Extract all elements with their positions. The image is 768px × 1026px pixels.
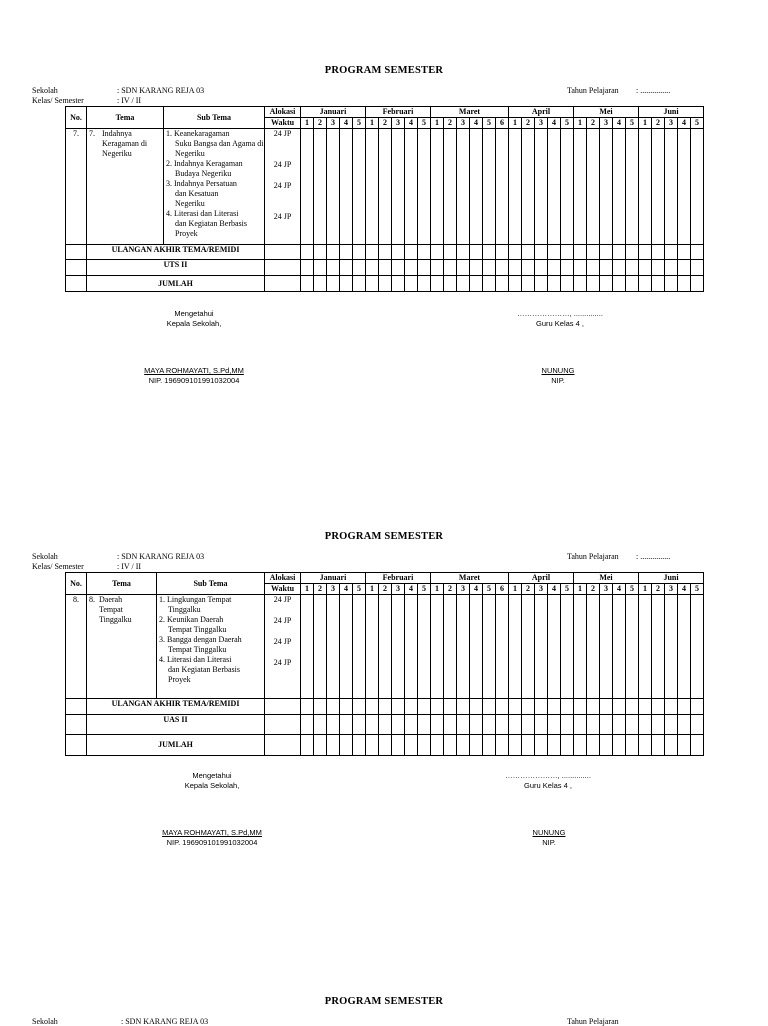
sekolah-value: : SDN KARANG REJA 03: [121, 1017, 209, 1026]
week-header: 4: [548, 118, 561, 129]
week-header: 3: [327, 118, 340, 129]
alokasi-jp: 24 JP: [273, 658, 292, 667]
sub-tema-rest: Budaya Negeriku: [175, 169, 232, 178]
sub-tema-rest: Suku Bangsa dan Agama di Negeriku: [175, 139, 264, 158]
week-header: 5: [691, 584, 704, 595]
month-header: Juni: [639, 573, 704, 584]
alokasi-cell: [265, 129, 301, 245]
week-header: 5: [483, 118, 496, 129]
sub-tema-rest: dan Kegiatan Berbasis Proyek: [168, 665, 240, 684]
week-header: 3: [327, 584, 340, 595]
sub-tema-line1: 2. Indahnya Keragaman: [166, 159, 243, 168]
sub-tema-line1: 4. Literasi dan Literasi: [166, 209, 239, 218]
week-header: 4: [470, 118, 483, 129]
week-header: 1: [639, 584, 652, 595]
header-no: No.: [66, 107, 87, 129]
guru-nip: NIP.: [551, 376, 565, 385]
tema-cell: [87, 595, 157, 699]
week-header: 5: [691, 118, 704, 129]
month-header: Januari: [301, 107, 366, 118]
week-header: 1: [431, 118, 444, 129]
page-title: PROGRAM SEMESTER: [324, 996, 444, 1007]
sekolah-label: Sekolah: [32, 1017, 58, 1026]
kepala-sekolah-name: MAYA ROHMAYATI, S.Pd,MM: [144, 366, 244, 375]
ujian-label: UTS II: [87, 260, 265, 276]
week-header: 1: [431, 584, 444, 595]
week-header: 5: [353, 584, 366, 595]
place-date: …………………, ..............: [517, 309, 603, 318]
sub-tema-cell: [164, 129, 265, 245]
sub-tema-rest: dan Kesatuan Negeriku: [175, 189, 219, 208]
week-header: 3: [665, 118, 678, 129]
kepala-sekolah-label: Kepala Sekolah,: [184, 781, 240, 790]
month-header: Februari: [366, 107, 431, 118]
sekolah-label: Sekolah: [32, 86, 58, 95]
month-header: Februari: [366, 573, 431, 584]
week-header: 3: [457, 584, 470, 595]
week-header: 5: [353, 118, 366, 129]
ulangan-label: ULANGAN AKHIR TEMA/REMIDI: [87, 699, 265, 715]
week-header: 6: [496, 584, 509, 595]
week-header: 4: [678, 584, 691, 595]
month-header: Maret: [431, 573, 509, 584]
week-header: 1: [639, 118, 652, 129]
week-header: 4: [340, 118, 353, 129]
week-header: 5: [418, 584, 431, 595]
tema-name: Daerah Tempat Tinggalku: [99, 595, 132, 624]
sub-tema-item: [166, 129, 264, 159]
alokasi-jp: 24 JP: [273, 181, 292, 190]
week-header: 1: [366, 118, 379, 129]
sub-tema-line1: 2. Keunikan Daerah: [159, 615, 224, 624]
week-header: 6: [496, 118, 509, 129]
header-sub-tema: Sub Tema: [164, 107, 265, 129]
alokasi-jp: 24 JP: [273, 160, 292, 169]
week-header: 2: [522, 584, 535, 595]
month-header: Januari: [301, 573, 366, 584]
sub-tema-item: [159, 595, 264, 615]
kepala-sekolah-label: Kepala Sekolah,: [166, 319, 222, 328]
week-header: 2: [444, 118, 457, 129]
guru-kelas-label: Guru Kelas 4 ,: [536, 319, 584, 328]
tema-row: [66, 595, 704, 699]
sub-tema-rest: Tempat Tinggalku: [168, 625, 227, 634]
week-header: 4: [613, 118, 626, 129]
month-header: Mei: [574, 573, 639, 584]
ulangan-row: [66, 699, 704, 715]
week-header: 4: [470, 584, 483, 595]
tema-number: 8.: [89, 595, 95, 604]
sekolah-value: : SDN KARANG REJA 03: [117, 552, 205, 561]
alokasi-jp: 24 JP: [273, 637, 292, 646]
tahun-value: : ...............: [636, 552, 671, 561]
week-header: 5: [483, 584, 496, 595]
week-header: 3: [457, 118, 470, 129]
header-alokasi: Alokasi: [265, 107, 301, 118]
week-header: 3: [600, 584, 613, 595]
sub-tema-line1: 3. Bangga dengan Daerah: [159, 635, 242, 644]
mengetahui-label: Mengetahui: [174, 309, 214, 318]
month-header: Mei: [574, 107, 639, 118]
week-header: 4: [405, 118, 418, 129]
week-header: 4: [678, 118, 691, 129]
month-header: Juni: [639, 107, 704, 118]
ujian-row: [66, 715, 704, 735]
sub-tema-item: [159, 655, 264, 685]
week-header: 2: [587, 584, 600, 595]
kelas-value: : IV / II: [117, 96, 142, 105]
week-header: 4: [548, 584, 561, 595]
sub-tema-item: [166, 209, 264, 239]
place-date: …………………, ..............: [505, 771, 591, 780]
alokasi-jp: 24 JP: [273, 212, 292, 221]
week-header: 5: [418, 118, 431, 129]
alokasi-jp: 24 JP: [273, 616, 292, 625]
week-header: 1: [574, 584, 587, 595]
header-alokasi: Alokasi: [265, 573, 301, 584]
page-title: PROGRAM SEMESTER: [324, 531, 444, 542]
sub-tema-line1: 4. Literasi dan Literasi: [159, 655, 232, 664]
ulangan-label: ULANGAN AKHIR TEMA/REMIDI: [87, 245, 265, 260]
sub-tema-line1: 1. Keanekaragaman: [166, 129, 230, 138]
week-header: 2: [522, 118, 535, 129]
jumlah-row: [66, 276, 704, 292]
sub-tema-item: [166, 159, 264, 179]
week-header: 5: [561, 118, 574, 129]
week-header: 2: [587, 118, 600, 129]
week-header: 1: [509, 118, 522, 129]
tahun-label: Tahun Pelajaran: [567, 1017, 619, 1026]
sub-tema-rest: dan Kegiatan Berbasis Proyek: [175, 219, 247, 238]
week-header: 3: [535, 118, 548, 129]
week-header: 2: [314, 584, 327, 595]
week-header: 2: [652, 584, 665, 595]
tema-cell: [87, 129, 164, 245]
guru-name: NUNUNG: [532, 828, 566, 837]
week-header: 1: [301, 118, 314, 129]
month-header: April: [509, 107, 574, 118]
header-waktu: Waktu: [265, 118, 301, 129]
kelas-label: Kelas/ Semester: [32, 96, 84, 105]
week-header: 3: [600, 118, 613, 129]
program-table: [65, 572, 704, 756]
week-header: 2: [379, 584, 392, 595]
alokasi-jp: 24 JP: [273, 595, 292, 604]
tema-number: 7.: [89, 129, 95, 138]
alokasi-cell: [265, 595, 301, 699]
row-no: 8.: [66, 595, 87, 699]
guru-name: NUNUNG: [541, 366, 575, 375]
week-header: 2: [444, 584, 457, 595]
sub-tema-item: [159, 635, 264, 655]
week-header: 5: [626, 118, 639, 129]
sub-tema-line1: 1. Lingkungan Tempat: [159, 595, 232, 604]
program-table: [65, 106, 704, 292]
header-tema: Tema: [87, 573, 157, 595]
tahun-label: Tahun Pelajaran: [567, 552, 619, 561]
header-tema: Tema: [87, 107, 164, 129]
kepala-sekolah-name: MAYA ROHMAYATI, S.Pd,MM: [162, 828, 262, 837]
month-header: April: [509, 573, 574, 584]
tahun-label: Tahun Pelajaran: [567, 86, 619, 95]
kepala-sekolah-nip: NIP. 196909101991032004: [166, 838, 258, 847]
week-header: 4: [613, 584, 626, 595]
page-title: PROGRAM SEMESTER: [324, 65, 444, 76]
week-header: 1: [301, 584, 314, 595]
sub-tema-item: [166, 179, 264, 209]
month-header: Maret: [431, 107, 509, 118]
sub-tema-rest: Tinggalku: [168, 605, 201, 614]
jumlah-row: [66, 735, 704, 756]
header-no: No.: [66, 573, 87, 595]
week-header: 5: [626, 584, 639, 595]
kelas-label: Kelas/ Semester: [32, 562, 84, 571]
alokasi-jp: 24 JP: [273, 129, 292, 138]
ujian-label: UAS II: [87, 715, 265, 735]
jumlah-label: JUMLAH: [87, 276, 265, 292]
week-header: 3: [665, 584, 678, 595]
week-header: 2: [314, 118, 327, 129]
row-no: 7.: [66, 129, 87, 245]
tema-row: [66, 129, 704, 245]
header-waktu: Waktu: [265, 584, 301, 595]
sub-tema-line1: 3. Indahnya Persatuan: [166, 179, 237, 188]
week-header: 1: [366, 584, 379, 595]
week-header: 3: [535, 584, 548, 595]
kepala-sekolah-nip: NIP. 196909101991032004: [148, 376, 240, 385]
week-header: 4: [340, 584, 353, 595]
sub-tema-rest: Tempat Tinggalku: [168, 645, 227, 654]
ujian-row: [66, 260, 704, 276]
week-header: 3: [392, 584, 405, 595]
sub-tema-item: [159, 615, 264, 635]
jumlah-label: JUMLAH: [87, 735, 265, 756]
week-header: 2: [379, 118, 392, 129]
mengetahui-label: Mengetahui: [192, 771, 232, 780]
ulangan-row: [66, 245, 704, 260]
guru-nip: NIP.: [542, 838, 556, 847]
sekolah-value: : SDN KARANG REJA 03: [117, 86, 205, 95]
week-header: 4: [405, 584, 418, 595]
header-sub-tema: Sub Tema: [157, 573, 265, 595]
tema-name: Indahnya Keragaman di Negeriku: [102, 129, 148, 158]
sub-tema-cell: [157, 595, 265, 699]
guru-kelas-label: Guru Kelas 4 ,: [524, 781, 572, 790]
week-header: 2: [652, 118, 665, 129]
tahun-value: : ...............: [636, 86, 671, 95]
week-header: 5: [561, 584, 574, 595]
sekolah-label: Sekolah: [32, 552, 58, 561]
week-header: 1: [574, 118, 587, 129]
kelas-value: : IV / II: [117, 562, 142, 571]
week-header: 3: [392, 118, 405, 129]
week-header: 1: [509, 584, 522, 595]
